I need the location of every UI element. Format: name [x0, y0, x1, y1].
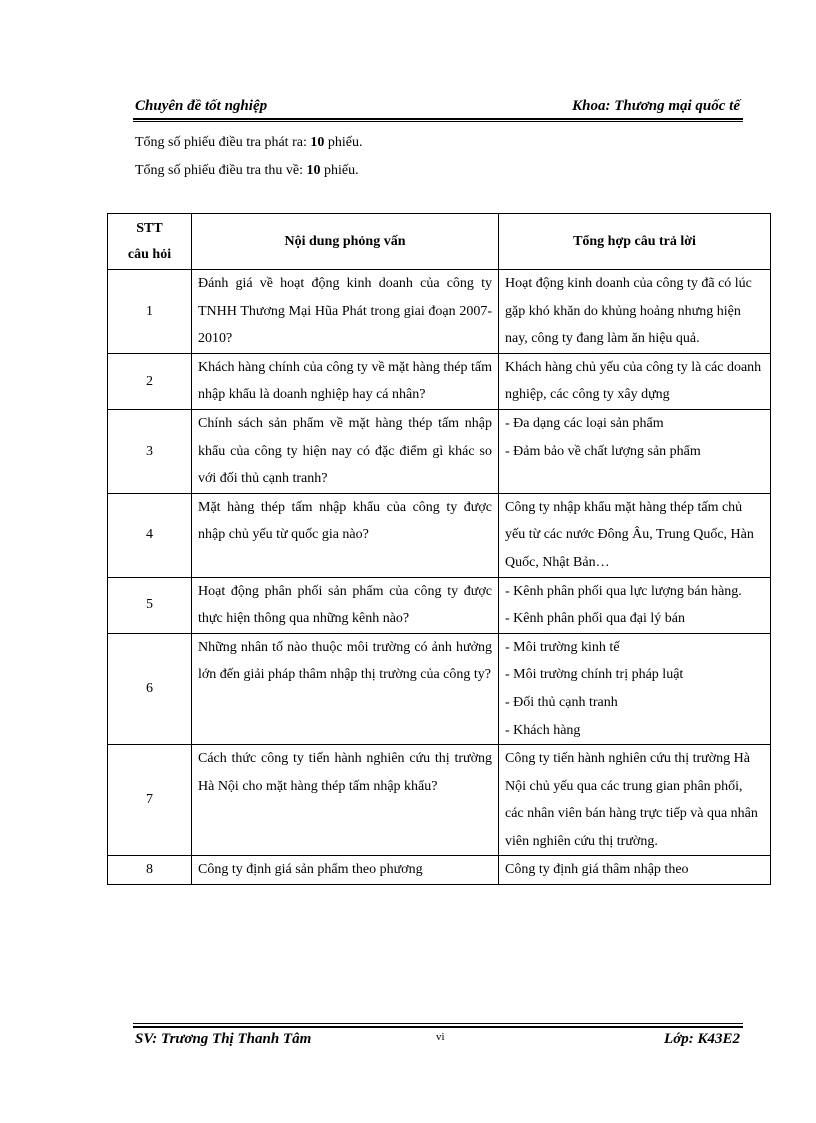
table-row [108, 493, 771, 577]
table-row [108, 577, 771, 633]
answer-line: - Kênh phân phối qua lực lượng bán hàng. [505, 583, 742, 599]
header-rule-thin [133, 121, 743, 122]
header-rule [133, 118, 743, 120]
row-number: 4 [108, 493, 192, 577]
intro-issued-unit: phiếu. [324, 135, 363, 150]
row-question: Đánh giá về hoạt động kinh doanh của công ty TNHH Thương Mại Hũa Phát trong giai đoạn 2007-2010? [192, 270, 499, 354]
table-row [108, 353, 771, 409]
row-answer [499, 745, 771, 856]
row-question: Cách thức công ty tiến hành nghiên cứu thị trường Hà Nội cho mặt hàng thép tấm nhập khẩu? [192, 745, 499, 856]
answer-line: - Môi trường kinh tế [505, 639, 620, 655]
footer-student: SV: Trương Thị Thanh Tâm [135, 1031, 312, 1047]
row-number: 7 [108, 745, 192, 856]
row-number: 3 [108, 409, 192, 493]
row-question: Mặt hàng thép tấm nhập khẩu của công ty được nhập chủ yếu từ quốc gia nào? [192, 493, 499, 577]
row-question: Những nhân tố nào thuộc môi trường có ảnh hưởng lớn đến giải pháp thâm nhập thị trường của công ty? [192, 633, 499, 744]
row-answer [499, 633, 771, 744]
table-row [108, 409, 771, 493]
answer-line: - Khách hàng [505, 722, 581, 738]
row-number: 8 [108, 856, 192, 885]
row-answer [499, 270, 771, 354]
header-left: Chuyên đề tốt nghiệp [135, 98, 268, 114]
footer-page-number: vi [436, 1031, 445, 1043]
row-answer [499, 577, 771, 633]
table-row [108, 633, 771, 744]
table-row [108, 745, 771, 856]
col-header-stt-line2: câu hỏi [127, 246, 172, 262]
row-answer [499, 493, 771, 577]
answer-line: - Kênh phân phối qua đại lý bán [505, 611, 686, 627]
table-row [108, 856, 771, 885]
answer-line: Khách hàng chủ yếu của công ty là các doanh nghiệp, các công ty xây dựng [505, 359, 762, 403]
answer-line: Công ty tiến hành nghiên cứu thị trường Hà Nội chủ yếu qua các trung gian phân phối, các nhân viên bán hàng trực tiếp và qua nhân viên nghiên cứu thị trường. [505, 751, 758, 849]
intro-issued-count: 10 [310, 135, 325, 150]
row-number: 1 [108, 270, 192, 354]
footer-class: Lớp: K43E2 [664, 1031, 740, 1047]
answer-line: - Đảm bảo về chất lượng sản phẩm [505, 443, 701, 459]
intro-issued-label: Tổng số phiếu điều tra phát ra: [135, 135, 311, 150]
answer-line: Công ty nhập khẩu mặt hàng thép tấm chủ yếu từ các nước Đông Âu, Trung Quốc, Hàn Quốc, Nhật Bản… [505, 499, 754, 570]
intro-line-issued [135, 135, 362, 151]
row-question: Khách hàng chính của công ty về mặt hàng thép tấm nhập khẩu là doanh nghiệp hay cá nhân? [192, 353, 499, 409]
header-right: Khoa: Thương mại quốc tế [572, 98, 740, 114]
col-header-summary: Tổng hợp câu trả lời [499, 214, 771, 270]
intro-collected-count: 10 [306, 163, 321, 178]
table-header-row [108, 214, 771, 270]
row-number: 5 [108, 577, 192, 633]
intro-collected-unit: phiếu. [320, 163, 359, 178]
row-question: Công ty định giá sản phẩm theo phương [192, 856, 499, 885]
footer-rule [133, 1026, 743, 1028]
row-answer [499, 353, 771, 409]
footer-rule-thin [133, 1023, 743, 1024]
row-answer [499, 856, 771, 885]
answer-line: Công ty định giá thâm nhập theo [505, 862, 689, 878]
row-question: Hoạt động phân phối sản phẩm của công ty được thực hiện thông qua những kênh nào? [192, 577, 499, 633]
col-header-stt-line1: STT [136, 220, 163, 236]
intro-collected-label: Tổng số phiếu điều tra thu về: [135, 163, 307, 178]
answer-line: Hoạt động kinh doanh của công ty đã có lúc gặp khó khăn do khủng hoảng nhưng hiện nay, công ty đang làm ăn hiệu quả. [505, 276, 752, 347]
row-number: 2 [108, 353, 192, 409]
answer-line: - Môi trường chính trị pháp luật [505, 667, 684, 683]
col-header-content: Nội dung phỏng vấn [192, 214, 499, 270]
row-answer [499, 409, 771, 493]
row-number: 6 [108, 633, 192, 744]
table-row [108, 270, 771, 354]
answer-line: - Đối thủ cạnh tranh [505, 694, 618, 710]
row-question: Chính sách sản phẩm về mặt hàng thép tấm nhập khẩu của công ty hiện nay có đặc điểm gì khác so với đối thủ cạnh tranh? [192, 409, 499, 493]
intro-line-collected [135, 163, 359, 179]
col-header-stt [108, 214, 192, 270]
survey-table [107, 213, 771, 885]
answer-line: - Đa dạng các loại sản phẩm [505, 415, 664, 431]
